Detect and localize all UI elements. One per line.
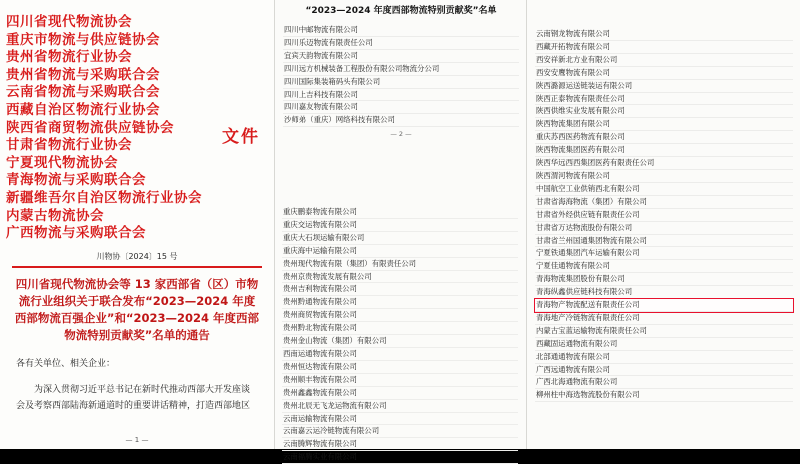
body-paragraph: 各有关单位、相关企业： bbox=[16, 358, 116, 369]
list-item: 重庆交运物流有限公司 bbox=[282, 219, 518, 232]
list-item: 陕西供维实业发展有限公司 bbox=[535, 105, 793, 118]
list-item: 甘肃省兰州国通集团物流有限公司 bbox=[535, 235, 793, 248]
company-list-bottom bbox=[274, 206, 526, 464]
list-item: 广西北海通物流有限公司 bbox=[535, 376, 793, 389]
list-item: 贵州恒达物流有限公司 bbox=[282, 361, 518, 374]
body-paragraph: 为深入贯彻习近平总书记在新时代推动西部大开发座谈会及考察西部陆海新通道时的重要讲话精神，打造西部地区 bbox=[16, 384, 251, 411]
association-line: 西藏自治区物流行业协会 bbox=[6, 101, 160, 118]
association-line: 内蒙古物流协会 bbox=[6, 207, 104, 224]
list-item: 青海物流集团股份有限公司 bbox=[535, 273, 793, 286]
highlighted-list-item: 青海物产物流配送有限责任公司 bbox=[535, 299, 793, 312]
list-item: 重庆鹏泰物流有限公司 bbox=[282, 206, 518, 219]
document-number: 川物协〔2024〕15 号 bbox=[96, 251, 178, 261]
list-item: 甘肃省外经供应链有限责任公司 bbox=[535, 209, 793, 222]
list-item: 广西远通物流有限公司 bbox=[535, 364, 793, 377]
list-item: 贵州黔通物流有限公司 bbox=[282, 296, 518, 309]
list-item: 贵州顺丰物流有限公司 bbox=[282, 374, 518, 387]
list-item: 甘肃省万达物流股份有限公司 bbox=[535, 222, 793, 235]
list-item: 西安安鹰物流有限公司 bbox=[535, 67, 793, 80]
list-item: 宁夏铁通集团汽车运输有限公司 bbox=[535, 247, 793, 260]
association-line: 云南省物流与采购联合会 bbox=[6, 84, 160, 101]
list-item: 宁夏佳通物流有限公司 bbox=[535, 260, 793, 273]
document-cover-page bbox=[0, 0, 274, 449]
list-item: 西安祥新北方业有限公司 bbox=[535, 54, 793, 67]
list-item: 青海地产冷链物流有限责任公司 bbox=[535, 312, 793, 325]
list-item: 沙师弟（重庆）网络科技有限公司 bbox=[283, 114, 519, 127]
list-item: 中国航空工业供销西北有限公司 bbox=[535, 183, 793, 196]
document-title: 四川省现代物流协会等 13 家西部省（区）市物流行业组织关于联合发布“2023—2024 年度西部物流百强企业”和“2023—2024 年度西部物流特别贡献奖”名单的通告 bbox=[14, 276, 260, 342]
list-item: 北部通通物流有限公司 bbox=[535, 351, 793, 364]
list-item: 内蒙古宝蓝运输物流有限责任公司 bbox=[535, 325, 793, 338]
list-item: 贵州鑫鑫物流有限公司 bbox=[282, 387, 518, 400]
list-item: 云南运输物流有限公司 bbox=[282, 413, 518, 426]
list-item: 贵州商贸物流有限公司 bbox=[282, 309, 518, 322]
list-item: 陕西物流集团有限公司 bbox=[535, 118, 793, 131]
list-item: 贵州现代物流有限（集团）有限责任公司 bbox=[282, 258, 518, 271]
list-item: 贵州京贵物流发展有限公司 bbox=[282, 271, 518, 284]
company-list-right bbox=[527, 0, 800, 402]
list-item: 陕西潞源运送链装运有限公司 bbox=[535, 80, 793, 93]
list-item: 云南嘉云运冷链物流有限公司 bbox=[282, 425, 518, 438]
award-list-page-middle-continued bbox=[274, 206, 526, 464]
list-item: 柳州柱中海选物流股份有限公司 bbox=[535, 389, 793, 402]
association-line: 贵州省物流行业协会 bbox=[6, 49, 132, 66]
association-line: 贵州省物流与采购联合会 bbox=[6, 66, 160, 83]
red-divider bbox=[12, 266, 262, 268]
document-word-label: 文件 bbox=[222, 127, 260, 147]
list-item: 四川上吉科技有限公司 bbox=[283, 89, 519, 102]
page-number: — 2 — bbox=[390, 130, 412, 139]
association-line: 四川省现代物流协会 bbox=[6, 14, 132, 30]
list-item: 云南钢龙物流有限公司 bbox=[535, 28, 793, 41]
association-line: 广西物流与采购联合会 bbox=[6, 225, 146, 242]
list-item: 宜宾天韵物流有限公司 bbox=[283, 50, 519, 63]
list-item: 云南腾辉物流有限公司 bbox=[282, 438, 518, 451]
document-body bbox=[16, 356, 258, 414]
page-number: — 1 — bbox=[125, 436, 149, 444]
company-list-top bbox=[275, 24, 527, 127]
award-list-page-right bbox=[526, 0, 800, 449]
list-item: 重庆大石坝运输有限公司 bbox=[282, 232, 518, 245]
list-item: 陕西物流集团医药有限公司 bbox=[535, 144, 793, 157]
list-item: 贵州黔北物流有限公司 bbox=[282, 322, 518, 335]
list-item: 重庆苏西医药物流有限公司 bbox=[535, 131, 793, 144]
list-item: 四川远方机械装备工程股份有限公司物流分公司 bbox=[283, 63, 519, 76]
list-item: 云南福腾实业有限公司 bbox=[282, 451, 518, 464]
list-item: 贵州金山物流（集团）有限公司 bbox=[282, 335, 518, 348]
association-line: 陕西省商贸物流供应链协会 bbox=[6, 119, 174, 136]
list-item: 陕西渭河物流有限公司 bbox=[535, 170, 793, 183]
list-item: 四川乐迈物流有限责任公司 bbox=[283, 37, 519, 50]
list-item: 重庆海中运输有限公司 bbox=[282, 245, 518, 258]
list-item: 西南运通物流有限公司 bbox=[282, 348, 518, 361]
list-item: 陕西正泰物流有限责任公司 bbox=[535, 93, 793, 106]
list-item: 陕西华远西西集团医药有限责任公司 bbox=[535, 157, 793, 170]
association-line: 重庆市物流与供应链协会 bbox=[6, 31, 160, 48]
award-list-title: “2023—2024 年度西部物流特别贡献奖”名单 bbox=[305, 6, 497, 16]
list-item: 青海纵鑫供应链科技有限公司 bbox=[535, 286, 793, 299]
list-item: 贵州吉利物流有限公司 bbox=[282, 283, 518, 296]
association-line: 宁夏现代物流协会 bbox=[6, 154, 118, 171]
list-item: 西藏开拓物流有限公司 bbox=[535, 41, 793, 54]
list-item: 四川国际集装箱码头有限公司 bbox=[283, 76, 519, 89]
association-line: 青海物流与采购联合会 bbox=[6, 172, 146, 189]
association-line: 甘肃省物流行业协会 bbox=[6, 137, 132, 154]
list-item: 四川嘉友物流有限公司 bbox=[283, 101, 519, 114]
list-item: 贵州北辰无飞龙运物流有限公司 bbox=[282, 400, 518, 413]
list-item: 甘肃省海海物流（集团）有限公司 bbox=[535, 196, 793, 209]
list-item: 四川中邮物流有限公司 bbox=[283, 24, 519, 37]
list-item: 西藏固运通物流有限公司 bbox=[535, 338, 793, 351]
association-line: 新疆维吾尔自治区物流行业协会 bbox=[6, 189, 202, 206]
